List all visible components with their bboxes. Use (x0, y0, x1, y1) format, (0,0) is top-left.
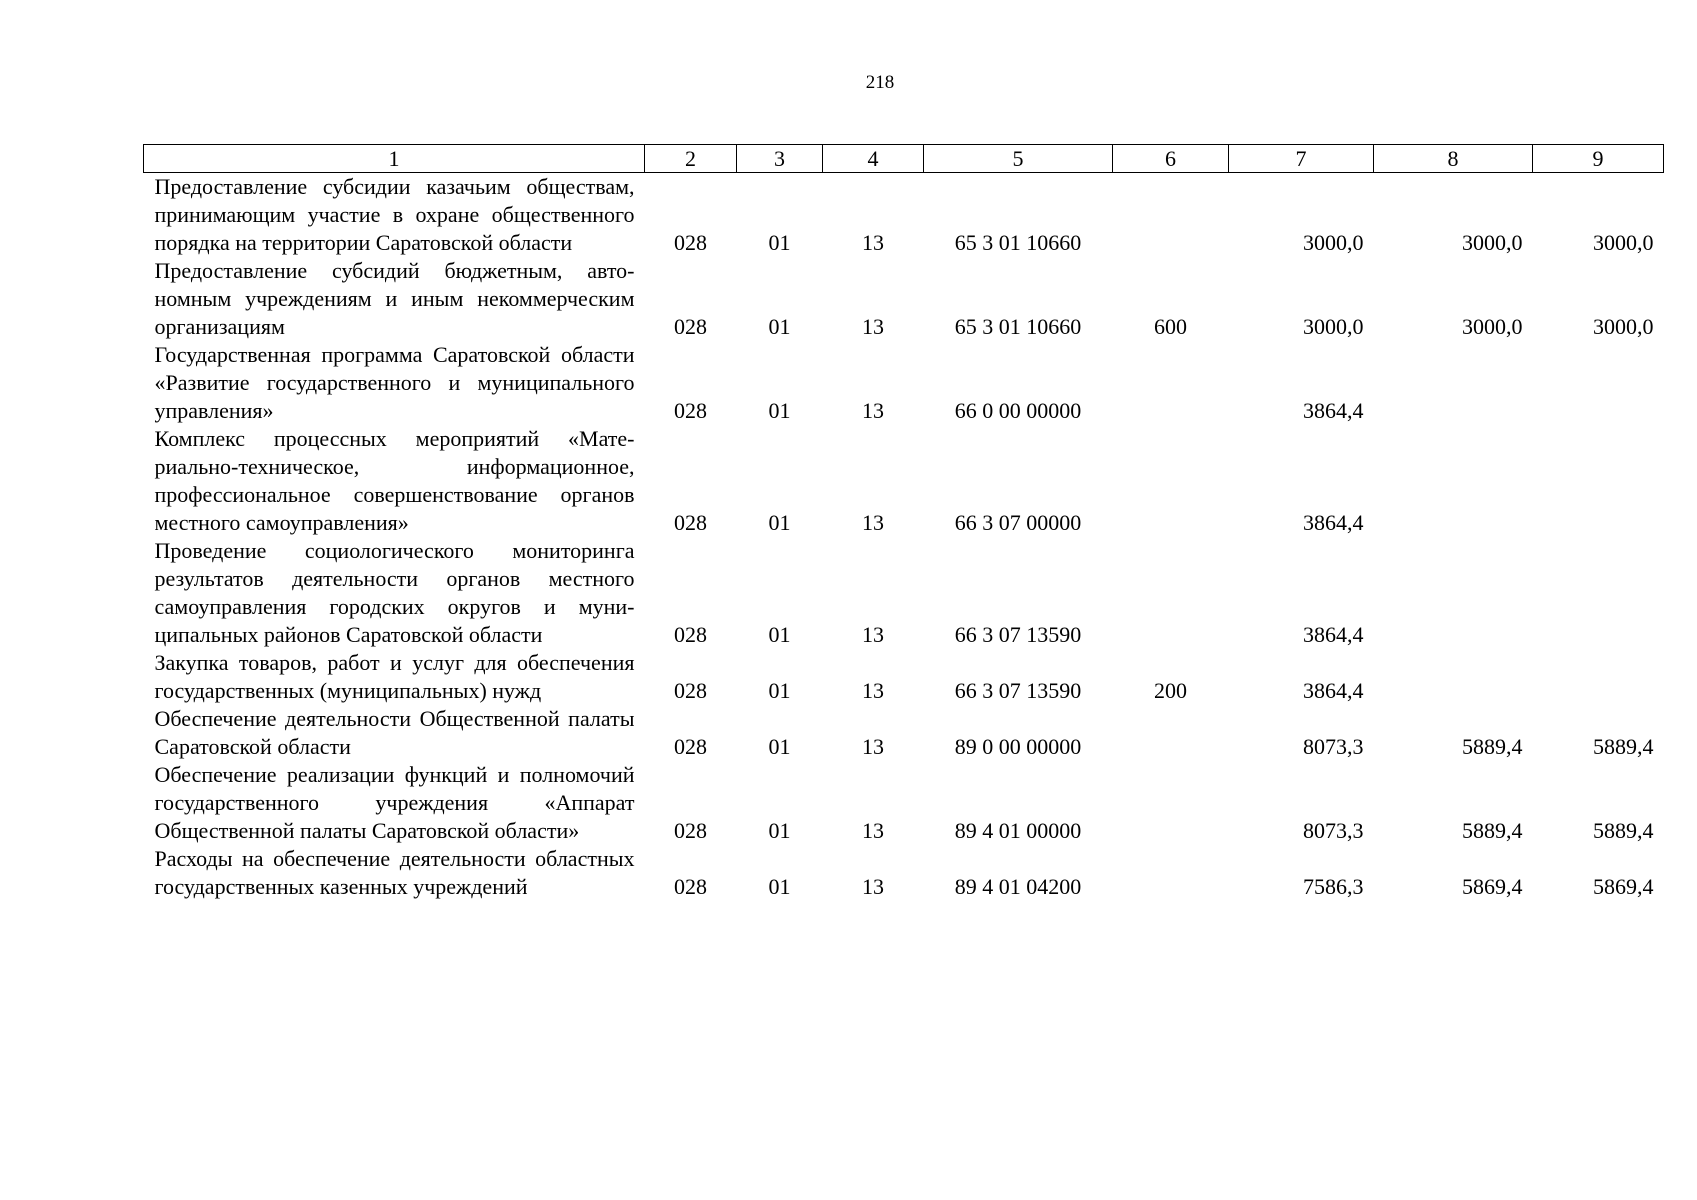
table-row (144, 537, 1664, 649)
row-name: Обеспечение реализации функций и полномочий государственного учреждения «Аппарат Общественной палаты Саратовской области» (154, 762, 635, 843)
column-header-8: 8 (1374, 145, 1533, 173)
cell-col-7: 8073,3 (1303, 734, 1364, 759)
cell-col-6 (1113, 537, 1229, 649)
cell-col-8: 5889,4 (1462, 734, 1523, 759)
cell-col-8 (1374, 537, 1533, 649)
row-name: Обеспечение деятельности Общественной палаты Саратовской области (154, 706, 635, 759)
cell-col-5: 89 4 01 04200 (954, 874, 1082, 899)
row-name: Расходы на обеспечение деятельности областных государственных казенных учреждений (154, 846, 635, 899)
cell-col-7: 3864,4 (1303, 398, 1364, 423)
cell-col-3: 01 (768, 734, 791, 759)
cell-col-8: 3000,0 (1462, 314, 1523, 339)
cell-col-4: 13 (862, 398, 884, 423)
table-row (144, 761, 1664, 845)
cell-col-3: 01 (768, 314, 791, 339)
cell-col-2: 028 (674, 230, 707, 255)
column-header-6: 6 (1113, 145, 1229, 173)
cell-col-9 (1533, 425, 1664, 537)
table-body (144, 173, 1664, 902)
row-name: Предоставление субсидий бюджетным, автономным учреждениям и иным некоммерческим организациям (154, 258, 635, 339)
cell-col-2: 028 (674, 314, 707, 339)
cell-col-2: 028 (674, 874, 707, 899)
cell-col-5: 89 4 01 00000 (954, 818, 1082, 843)
column-header-1: 1 (144, 145, 645, 173)
column-header-5: 5 (924, 145, 1113, 173)
cell-col-7: 3864,4 (1303, 622, 1364, 647)
cell-col-5: 66 0 00 00000 (954, 398, 1082, 423)
cell-col-4: 13 (862, 678, 884, 703)
row-name: Государственная программа Саратовской области «Развитие государственного и муниципального управления» (154, 342, 635, 423)
table-row (144, 257, 1664, 341)
cell-col-7: 3000,0 (1303, 314, 1364, 339)
table-row (144, 705, 1664, 761)
column-header-4: 4 (823, 145, 924, 173)
cell-col-4: 13 (862, 734, 884, 759)
cell-col-4: 13 (862, 510, 884, 535)
cell-col-2: 028 (674, 398, 707, 423)
cell-col-6 (1113, 845, 1229, 901)
cell-col-7: 3000,0 (1303, 230, 1364, 255)
cell-col-6 (1113, 173, 1229, 258)
cell-col-5: 65 3 01 10660 (954, 230, 1082, 255)
cell-col-9: 5889,4 (1593, 734, 1654, 759)
column-header-2: 2 (645, 145, 737, 173)
cell-col-5: 89 0 00 00000 (954, 734, 1082, 759)
cell-col-2: 028 (674, 678, 707, 703)
row-name: Закупка товаров, работ и услуг для обеспечения государственных (муниципальных) нужд (154, 650, 635, 703)
cell-col-8 (1374, 341, 1533, 425)
cell-col-6 (1113, 341, 1229, 425)
cell-col-3: 01 (768, 678, 791, 703)
row-name: Комплекс процессных мероприятий «Материально-техническое, информационное, профессиональное совершенствование органов местного самоуправления» (154, 426, 635, 535)
cell-col-8: 5869,4 (1462, 874, 1523, 899)
cell-col-8 (1374, 649, 1533, 705)
cell-col-4: 13 (862, 818, 884, 843)
column-header-7: 7 (1229, 145, 1374, 173)
cell-col-8: 3000,0 (1462, 230, 1523, 255)
table-row (144, 173, 1664, 258)
cell-col-6: 600 (1154, 314, 1187, 339)
column-header-3: 3 (737, 145, 823, 173)
cell-col-9: 5889,4 (1593, 818, 1654, 843)
page-number: 218 (865, 72, 895, 93)
cell-col-7: 3864,4 (1303, 678, 1364, 703)
cell-col-5: 66 3 07 13590 (954, 678, 1082, 703)
table-row (144, 425, 1664, 537)
cell-col-6 (1113, 705, 1229, 761)
cell-col-9: 5869,4 (1593, 874, 1654, 899)
table-row (144, 649, 1664, 705)
cell-col-3: 01 (768, 230, 791, 255)
cell-col-4: 13 (862, 874, 884, 899)
cell-col-2: 028 (674, 818, 707, 843)
cell-col-9: 3000,0 (1593, 314, 1654, 339)
cell-col-4: 13 (862, 230, 884, 255)
cell-col-8: 5889,4 (1462, 818, 1523, 843)
cell-col-2: 028 (674, 510, 707, 535)
budget-table (143, 144, 1664, 901)
row-name: Проведение социологического мониторинга результатов деятельности органов местного самоуправления городских округов и муниципальных районов Саратовской области (154, 538, 635, 647)
cell-col-3: 01 (768, 874, 791, 899)
table-row (144, 845, 1664, 901)
cell-col-2: 028 (674, 622, 707, 647)
cell-col-7: 8073,3 (1303, 818, 1364, 843)
cell-col-6 (1113, 761, 1229, 845)
cell-col-7: 3864,4 (1303, 510, 1364, 535)
cell-col-6 (1113, 425, 1229, 537)
cell-col-5: 65 3 01 10660 (954, 314, 1082, 339)
cell-col-9 (1533, 649, 1664, 705)
column-header-9: 9 (1533, 145, 1664, 173)
cell-col-9: 3000,0 (1593, 230, 1654, 255)
cell-col-7: 7586,3 (1303, 874, 1364, 899)
row-name: Предоставление субсидии казачьим обществам, принимающим участие в охране общественного порядка на территории Саратовской области (154, 174, 635, 255)
header-row (144, 145, 1664, 173)
cell-col-3: 01 (768, 622, 791, 647)
cell-col-8 (1374, 425, 1533, 537)
cell-col-9 (1533, 341, 1664, 425)
cell-col-2: 028 (674, 734, 707, 759)
cell-col-4: 13 (862, 622, 884, 647)
cell-col-5: 66 3 07 13590 (954, 622, 1082, 647)
cell-col-9 (1533, 537, 1664, 649)
cell-col-5: 66 3 07 00000 (954, 510, 1082, 535)
table-row (144, 341, 1664, 425)
cell-col-3: 01 (768, 818, 791, 843)
cell-col-3: 01 (768, 510, 791, 535)
cell-col-4: 13 (862, 314, 884, 339)
cell-col-3: 01 (768, 398, 791, 423)
cell-col-6: 200 (1154, 678, 1187, 703)
